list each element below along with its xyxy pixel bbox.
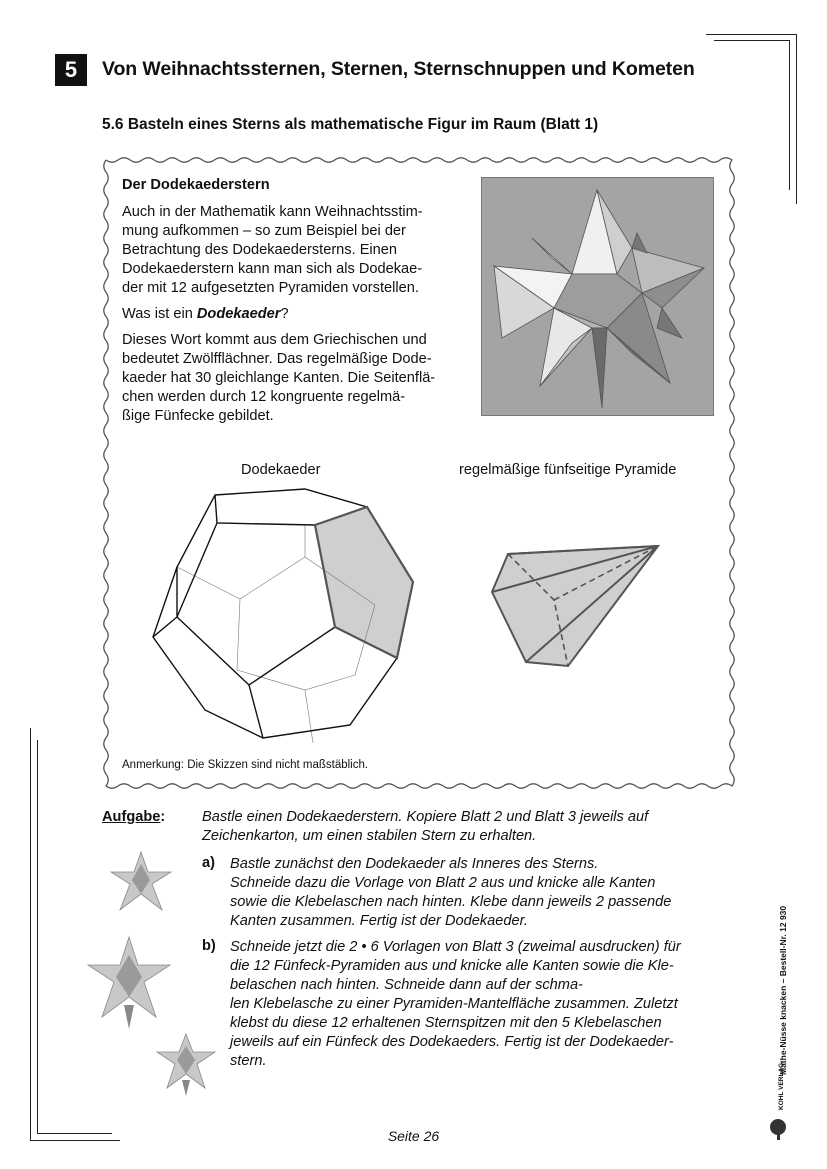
info-box-text [122, 176, 467, 433]
task-label-text: Aufgabe [102, 809, 161, 825]
task-item-a-key: a) [202, 855, 215, 871]
corner-line-top-h1 [706, 34, 796, 35]
task-label-colon: : [160, 809, 166, 825]
star-illustration [482, 178, 713, 415]
definition-line: ßige Fünfecke gebildet. [122, 408, 274, 424]
section-title: 5.6 Basteln eines Sterns als mathematische Figur im Raum (Blatt 1) [102, 116, 599, 133]
task-item-line: len Klebelasche zu einer Pyramiden-Mantelfläche zusammen. Zuletzt [230, 996, 678, 1012]
task-item-line: Kanten zusammen. Fertig ist der Dodekaeder. [230, 913, 528, 929]
question-term: Dodekaeder [196, 306, 281, 322]
task-intro-line: Zeichenkarton, um einen stabilen Stern zu erhalten. [202, 828, 537, 844]
chapter-number: 5 [55, 54, 87, 86]
info-box-heading: Der Dodekaederstern [122, 177, 270, 193]
pyramid-sketch [488, 542, 660, 670]
small-star-icon [108, 850, 174, 916]
definition-line: chen werden durch 12 kongruente regelmä- [122, 389, 406, 405]
intro-line: Dodekaederstern kann man sich als Dodekae- [122, 261, 423, 277]
small-star-icon-2 [155, 1032, 217, 1098]
definition-line: kaeder hat 30 gleichlange Kanten. Die Seitenflä- [122, 370, 436, 386]
corner-line-bottom-v2 [37, 740, 38, 1133]
task-item-line: stern. [230, 1053, 267, 1069]
label-pyramid: regelmäßige fünfseitige Pyramide [459, 462, 677, 478]
task-item-b [230, 938, 730, 1071]
definition-paragraph [122, 331, 467, 426]
page-number: Seite 26 [387, 1128, 440, 1144]
task-intro [202, 808, 732, 846]
intro-line: Betrachtung des Dodekaedersterns. Einen [122, 242, 398, 258]
intro-line: mung aufkommen – so zum Beispiel bei der [122, 223, 406, 239]
sidebar-publisher: KOHL VERLAG [778, 1062, 785, 1110]
task-item-line: Schneide dazu die Vorlage von Blatt 2 aus und knicke alle Kanten [230, 875, 656, 891]
corner-line-top-v2 [789, 40, 790, 190]
task-item-line: jeweils auf ein Fünfeck des Dodekaeders. Fertig ist der Dodekaeder- [230, 1034, 674, 1050]
question-line [122, 305, 467, 324]
question-suffix: ? [280, 306, 289, 322]
task-intro-line: Bastle einen Dodekaederstern. Kopiere Blatt 2 und Blatt 3 jeweils auf [202, 809, 649, 825]
sidebar-product: Mathe-Nüsse knacken – Bestell-Nr. 12 930 [778, 905, 788, 1075]
corner-line-bottom-v1 [30, 728, 31, 1140]
task-item-line: sowie die Klebelaschen nach hinten. Klebe dann jeweils 2 passende [230, 894, 672, 910]
corner-line-top-v1 [796, 34, 797, 204]
question-prefix: Was ist ein [122, 306, 197, 322]
task-item-a [230, 855, 730, 931]
task-item-line: Bastle zunächst den Dodekaeder als Inneres des Sterns. [230, 856, 599, 872]
task-item-line: klebst du diese 12 erhaltenen Sternspitzen mit den 5 Klebelaschen [230, 1015, 662, 1031]
definition-line: bedeutet Zwölfflächner. Das regelmäßige Dode- [122, 351, 432, 367]
dodecahedron-star-photo [481, 177, 714, 416]
chapter-title: Von Weihnachtssternen, Sternen, Sternschnuppen und Kometen [102, 58, 695, 80]
task-item-line: belaschen nach hinten. Schneide dann auf der schma- [230, 977, 583, 993]
dodecahedron-sketch [145, 485, 430, 747]
task-item-line: Schneide jetzt die 2 • 6 Vorlagen von Blatt 3 (zweimal ausdrucken) für [230, 939, 681, 955]
scale-note: Anmerkung: Die Skizzen sind nicht maßstäblich. [122, 759, 369, 771]
definition-line: Dieses Wort kommt aus dem Griechischen und [122, 332, 427, 348]
intro-line: der mit 12 aufgesetzten Pyramiden vorstellen. [122, 280, 419, 296]
label-dodecahedron: Dodekaeder [241, 462, 321, 478]
task-item-b-key: b) [202, 938, 216, 954]
task-label [102, 809, 165, 825]
task-item-line: die 12 Fünfeck-Pyramiden aus und knicke alle Kanten sowie die Kle- [230, 958, 674, 974]
intro-line: Auch in der Mathematik kann Weihnachtsstim- [122, 204, 423, 220]
corner-line-top-h2 [714, 40, 789, 41]
intro-paragraph [122, 203, 467, 298]
large-star-icon [84, 935, 174, 1030]
